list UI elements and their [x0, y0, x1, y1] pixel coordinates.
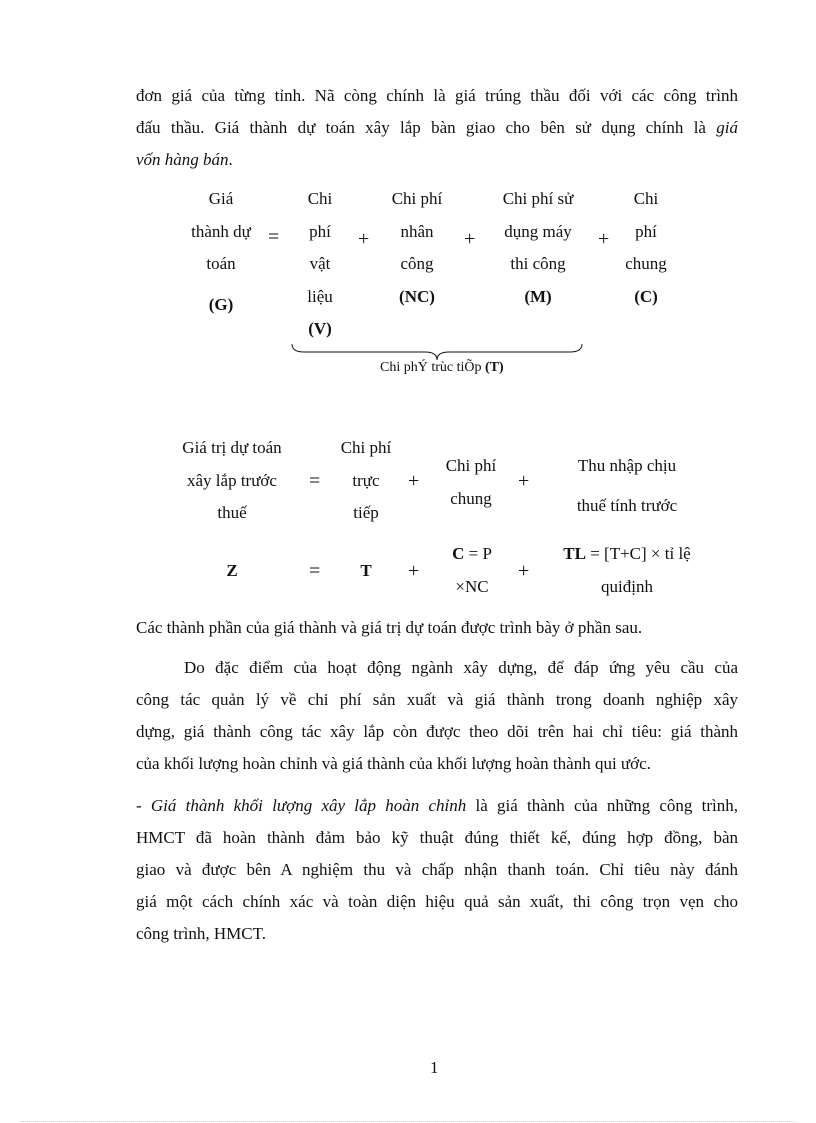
f1-col-material-l4: liệu	[307, 286, 333, 306]
f1-col-price	[178, 183, 264, 321]
p2-line-2: công tác quản lý về chi phí sản xuất và giá thành trong doanh nghiệp xây	[136, 690, 738, 709]
paragraph-2	[136, 652, 738, 780]
f2-col-income	[556, 446, 698, 526]
f2-col-estimate	[170, 432, 294, 530]
f1-brace-label	[380, 360, 504, 376]
f1-col-machine-l1: Chi phí sử	[502, 189, 574, 208]
f1-col-material	[290, 183, 350, 346]
f1-col-material-sym: (V)	[308, 319, 332, 338]
f1-col-general-l1: Chi	[633, 189, 659, 208]
page-number: 1	[430, 1058, 439, 1077]
f1-equals: =	[268, 226, 280, 248]
f1-col-labor-l2: nhân	[400, 221, 434, 241]
f1-col-general-sym: (C)	[634, 286, 658, 306]
intro-line-3	[136, 144, 738, 176]
f1-col-machine-l3: thi công	[510, 254, 566, 273]
p3-line-1-rest: là giá thành của những công trình,	[466, 796, 738, 815]
f1-col-machine-l2: dụng máy	[504, 221, 572, 241]
f1-plus-2: +	[464, 228, 476, 250]
p3-line-1	[136, 790, 738, 822]
f2-col-direct	[332, 432, 400, 530]
p3-dash: -	[136, 796, 151, 815]
f1-col-material-l1: Chi	[307, 189, 333, 208]
f1-col-labor	[380, 183, 454, 313]
paragraph-3	[136, 790, 738, 950]
f2-col-income-l2: thuế tính trước	[576, 496, 678, 515]
f2-equals: =	[309, 470, 321, 492]
f1-plus-3: +	[598, 228, 610, 250]
f2-sym-t: T	[360, 561, 372, 580]
f1-col-machine	[488, 183, 588, 313]
intro-line-1: đơn giá của từng tỉnh. Nã còng chính là giá trúng thầu đối với các công trình	[136, 86, 738, 105]
f2-sym-c	[436, 538, 508, 603]
f1-brace-label-sym: (T)	[485, 360, 504, 375]
f2-sym-equals: =	[309, 560, 321, 582]
f2-sym-plus-2: +	[518, 560, 530, 582]
p3-line-3: giao và được bên A nghiệm thu và chấp nhận thanh toán. Chỉ tiêu này đánh	[136, 860, 738, 879]
summary-paragraph	[136, 612, 738, 644]
intro-paragraph	[136, 80, 738, 176]
f2-col-estimate-l3: thuế	[217, 503, 247, 522]
f2-sym-c-rest: = P	[464, 544, 492, 563]
p3-line-2: HMCT đã hoàn thành đảm bảo kỹ thuật đúng thiết kế, đúng hợp đồng, bàn	[136, 828, 738, 847]
p2-line-4: của khối lượng hoàn chỉnh và giá thành của khối lượng hoàn thành qui ước.	[136, 754, 651, 773]
intro-line-2-text: đấu thầu. Giá thành dự toán xây lắp bàn giao cho bên sử dụng chính là	[136, 118, 706, 137]
p2-line-3: dựng, giá thành công tác xây lắp còn được theo dõi trên hai chỉ tiêu: giá thành	[136, 722, 738, 741]
intro-line-3-italic: vốn hàng bán	[136, 150, 229, 169]
bottom-divider	[20, 1121, 796, 1122]
f2-col-direct-l1: Chi phí	[340, 438, 392, 457]
f2-sym-tl-l1	[550, 538, 704, 571]
f2-col-general	[436, 450, 506, 515]
f1-underbrace	[290, 342, 584, 362]
f2-sym-tl	[550, 538, 704, 603]
p3-line-4: giá một cách chính xác và toàn diện hiệu quả sản xuất, thi công trọn vẹn cho	[136, 892, 738, 911]
f1-plus-1: +	[358, 228, 370, 250]
f2-sym-tl-bold: TL	[563, 544, 586, 563]
f2-plus-1: +	[408, 470, 420, 492]
f1-col-machine-sym: (M)	[524, 286, 552, 306]
f1-col-material-l3: vật	[309, 254, 331, 273]
intro-line-2-italic: giá	[716, 118, 739, 137]
f1-col-price-l3: toán	[206, 254, 236, 273]
summary-line: Các thành phần của giá thành và giá trị dự toán được trình bày ở phần sau.	[136, 618, 643, 637]
f2-sym-z: Z	[226, 561, 238, 580]
f1-col-material-l2: phí	[309, 221, 331, 241]
f2-sym-c-bold: C	[452, 544, 465, 563]
f1-col-price-l1: Giá	[208, 189, 234, 208]
f2-sym-plus-1: +	[408, 560, 420, 582]
f2-sym-c-l2: ×NC	[455, 576, 489, 596]
p2-line-1: Do đặc điểm của hoạt động ngành xây dựng, để đáp ứng yêu cầu của	[184, 658, 738, 677]
f2-sym-tl-rest: = [T+C] × tỉ lệ	[585, 544, 691, 563]
f2-sym-c-l1	[436, 538, 508, 571]
f1-brace-label-text: Chi phÝ trùc tiÕp	[380, 360, 482, 375]
f1-col-labor-l1: Chi phí	[391, 189, 443, 208]
f2-col-estimate-l2: xây lắp trước	[187, 470, 277, 490]
f2-col-general-l1: Chi phí	[445, 456, 497, 475]
f2-col-direct-l3: tiếp	[353, 503, 379, 522]
f2-col-direct-l2: trực	[352, 470, 380, 490]
f2-col-general-l2: chung	[450, 488, 492, 508]
f2-plus-2: +	[518, 470, 530, 492]
f2-sym-tl-l2: quiđịnh	[601, 576, 653, 596]
f1-col-general-l3: chung	[625, 254, 667, 273]
intro-line-2	[136, 112, 738, 144]
f1-col-labor-sym: (NC)	[399, 286, 435, 306]
p3-line-5: công trình, HMCT.	[136, 924, 267, 943]
f1-col-price-sym: (G)	[208, 294, 234, 314]
f2-col-income-l1: Thu nhập chịu	[577, 456, 677, 475]
intro-line-3-end: .	[228, 150, 233, 169]
f2-col-estimate-l1: Giá trị dự toán	[182, 438, 282, 457]
f1-col-price-l2: thành dự	[191, 221, 251, 241]
p3-italic-term: Giá thành khối lượng xây lắp hoàn chỉnh	[150, 796, 467, 815]
f1-col-general-l2: phí	[635, 221, 657, 241]
f1-col-labor-l3: công	[400, 254, 434, 273]
f1-col-general	[618, 183, 674, 313]
